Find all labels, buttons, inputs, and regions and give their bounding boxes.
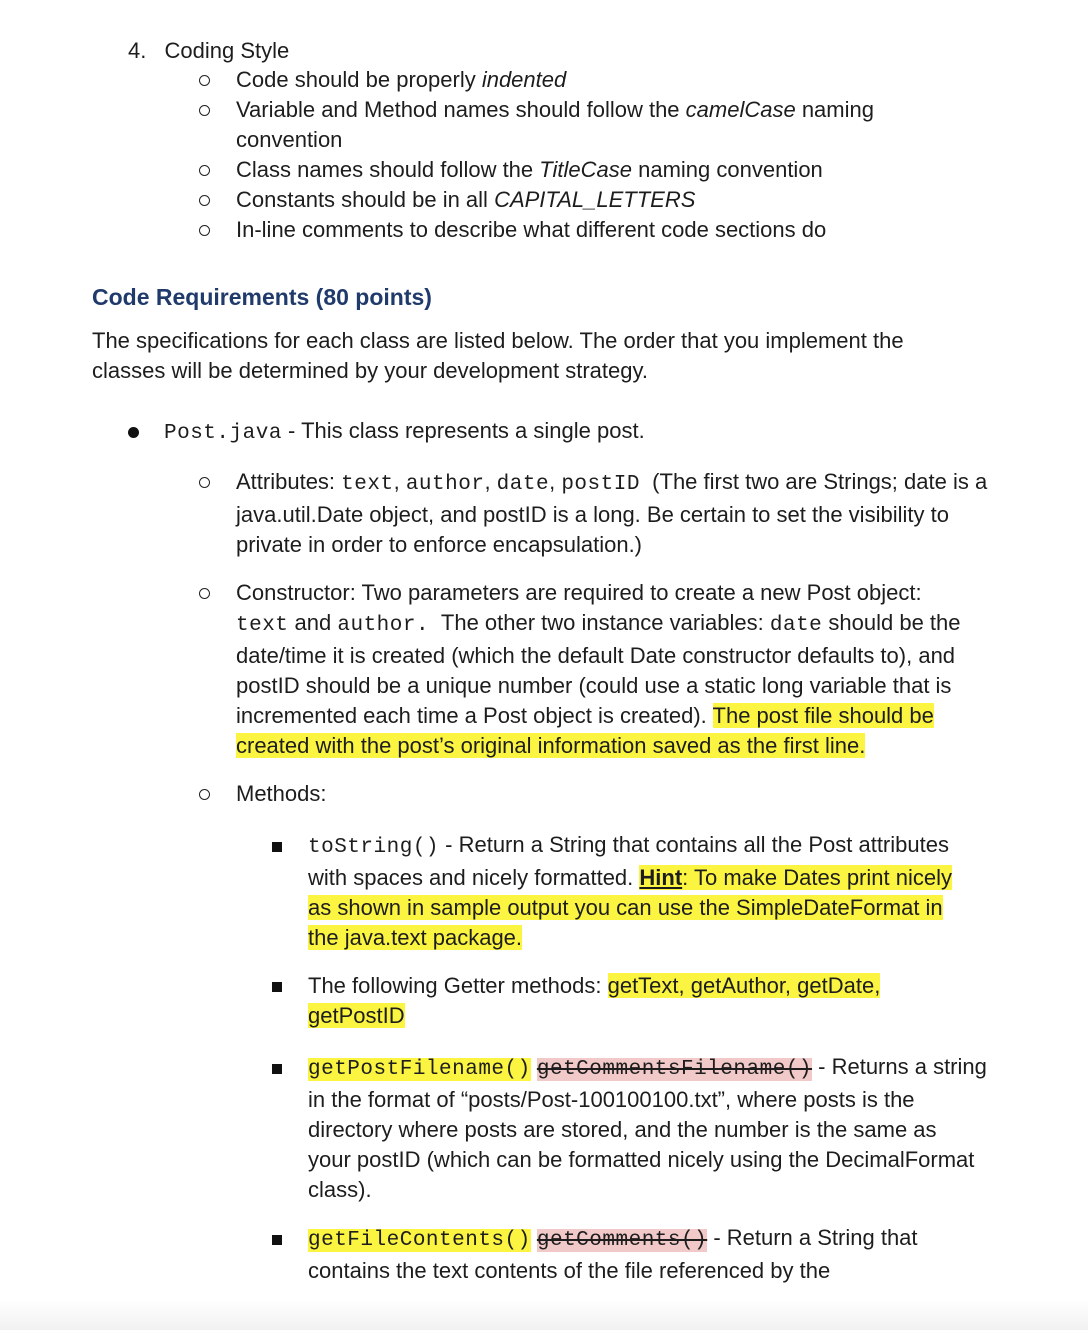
coding-style-heading [128, 36, 289, 66]
bullet-disc [128, 427, 139, 438]
attributes-item: Attributes: text, author, date, postID (The first two are Strings; date is a java.util.Date object, and postID is a long. Be certain to set the visibility to private in order to enforce encapsulation.) [236, 469, 988, 557]
list-item: Constants should be in all CAPITAL_LETTERS [236, 187, 696, 212]
code-requirements-heading: Code Requirements (80 points) [92, 284, 432, 310]
bullet-circle [199, 165, 210, 176]
bullet-square [272, 982, 282, 992]
bullet-circle [199, 75, 210, 86]
bullet-circle [199, 477, 210, 488]
bullet-circle [199, 588, 210, 599]
bullet-circle [199, 225, 210, 236]
bullet-circle [199, 195, 210, 206]
highlighted-text: created with the post’s original information saved as the first line. [236, 733, 866, 758]
post-class-item: Post.java - This class represents a single post. [164, 418, 645, 445]
method-getpostfilename: getPostFilename() getCommentsFilename() - Returns a string in the format of “posts/Post-100100100.txt”, where posts is the directory where posts are stored, and the number is the same as your postID (which can be formatted nicely using the DecimalFormat class). [308, 1054, 987, 1202]
intro-paragraph: The specifications for each class are listed below. The order that you implement the classes will be determined by your development strategy. [92, 328, 904, 383]
list-item: Class names should follow the TitleCase naming convention [236, 157, 823, 182]
class-filename: Post.java [164, 422, 282, 445]
method-getters: The following Getter methods: getText, getAuthor, getDate, getPostID [308, 973, 881, 1028]
bullet-circle [199, 789, 210, 800]
page-bottom-edge [0, 1300, 1088, 1330]
methods-label: Methods: [236, 781, 327, 806]
list-item: In-line comments to describe what different code sections do [236, 217, 827, 242]
list-number: 4. [128, 38, 147, 63]
bullet-circle [199, 105, 210, 116]
highlighted-text: The post file should be [712, 703, 934, 728]
bullet-square [272, 1235, 282, 1245]
list-item: Variable and Method names should follow the camelCase naming convention [236, 97, 874, 152]
method-tostring: toString() - Return a String that contains all the Post attributes with spaces and nicely formatted. Hint: To make Dates print nicely as shown in sample output you can use the SimpleDateFormat in the java.text package. [308, 832, 952, 950]
list-item: Code should be properly indented [236, 67, 567, 92]
constructor-item: Constructor: Two parameters are required to create a new Post object: text and author. The other two instance variables: date should be the date/time it is created (which the default Date constructor defaults to), and postID should be a unique number (could use a static long variable that is incremented each time a Post object is created). The post file should be created with the post’s original information saved as the first line. [236, 580, 961, 758]
method-getfilecontents: getFileContents() getComments() - Return a String that contains the text contents of the file referenced by the [308, 1225, 918, 1283]
bullet-square [272, 1064, 282, 1074]
section-heading-text: Coding Style [164, 38, 290, 63]
bullet-square [272, 842, 282, 852]
